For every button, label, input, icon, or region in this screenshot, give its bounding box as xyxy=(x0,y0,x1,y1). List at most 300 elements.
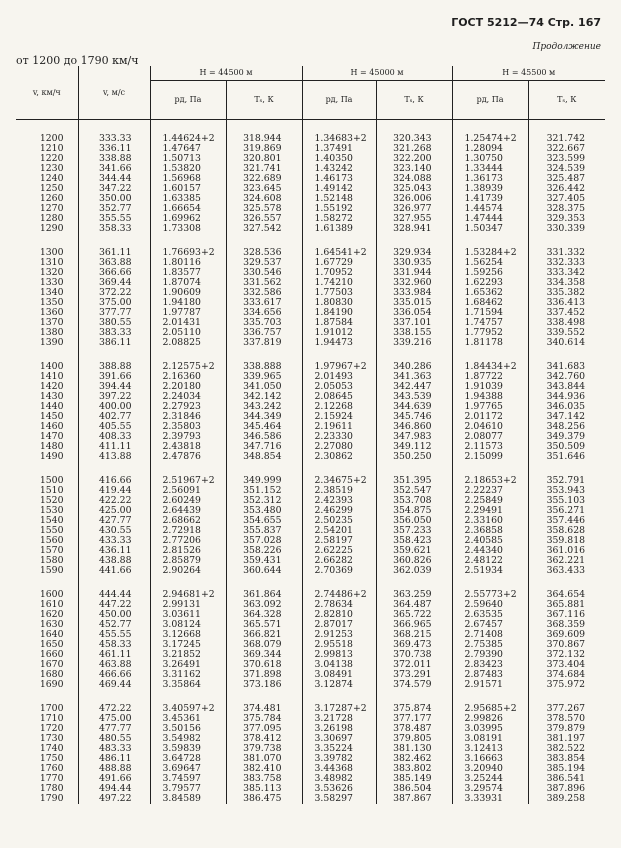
cell-pressure: 2.78634 xyxy=(302,600,376,610)
cell-v-kmh: 1410 xyxy=(39,371,64,382)
cell-pressure: 1.38939 xyxy=(452,184,528,194)
cell-temperature: 323.645 xyxy=(226,184,302,194)
cell-v-kmh: 1620 xyxy=(39,609,64,620)
cell-temperature: 381.130 xyxy=(376,744,452,754)
cell-pressure: 2.83423 xyxy=(452,660,528,670)
cell-v-kmh: 1420 xyxy=(39,381,64,392)
cell-pressure: 2.08645 xyxy=(302,392,376,402)
cell-pressure: 1.44574 xyxy=(452,204,528,214)
cell-pressure: 2.24034 xyxy=(150,392,226,402)
cell-v-kmh: 1610 xyxy=(39,599,64,610)
cell-pressure: 1.28094 xyxy=(452,144,528,154)
cell-pressure: 3.64728 xyxy=(150,754,226,764)
cell-v-ms: 363.88 xyxy=(78,258,150,268)
gap-cell xyxy=(302,120,376,135)
cell-temperature: 369.609 xyxy=(528,630,605,640)
cell-pressure: 2.42393 xyxy=(302,496,376,506)
cell-v-ms: 352.77 xyxy=(78,204,150,214)
cell-pressure: 2.23330 xyxy=(302,432,376,442)
cell-temperature: 377.267 xyxy=(528,704,605,714)
cell-v-kmh: 1360 xyxy=(39,307,64,318)
cell-temperature: 360.644 xyxy=(226,566,302,576)
cell-temperature: 353.943 xyxy=(528,486,605,496)
cell-pressure: 3.16663 xyxy=(452,754,528,764)
cell-temperature: 386.504 xyxy=(376,784,452,794)
cell-v-kmh: 1720 xyxy=(39,723,64,734)
cell-pressure: 3.35864 xyxy=(150,680,226,690)
cell-temperature: 326.006 xyxy=(376,194,452,204)
cell-temperature: 385.113 xyxy=(226,784,302,794)
cell-v-ms: 491.66 xyxy=(78,774,150,784)
cell-temperature: 334.656 xyxy=(226,308,302,318)
cell-pressure: 2.79390 xyxy=(452,650,528,660)
cell-pressure: 2.95518 xyxy=(302,640,376,650)
cell-temperature: 330.339 xyxy=(528,224,605,234)
cell-pressure: 2.95685+2 xyxy=(452,704,528,714)
cell-temperature: 350.250 xyxy=(376,452,452,462)
cell-v-kmh: 1200 xyxy=(39,133,64,144)
cell-temperature: 345.464 xyxy=(226,422,302,432)
cell-v-kmh: 1310 xyxy=(39,257,64,268)
cell-v-kmh: 1780 xyxy=(39,783,64,794)
cell-pressure: 3.79577 xyxy=(150,784,226,794)
cell-temperature: 338.155 xyxy=(376,328,452,338)
cell-pressure: 2.60249 xyxy=(150,496,226,506)
cell-pressure: 2.18653+2 xyxy=(452,476,528,486)
cell-pressure: 1.61389 xyxy=(302,224,376,234)
cell-temperature: 319.869 xyxy=(226,144,302,154)
cell-v-kmh: 1680 xyxy=(39,669,64,680)
cell-temperature: 332.960 xyxy=(376,278,452,288)
gap-cell xyxy=(150,120,226,135)
cell-v-kmh: 1670 xyxy=(39,659,64,670)
cell-temperature: 325.487 xyxy=(528,174,605,184)
cell-temperature: 383.758 xyxy=(226,774,302,784)
cell-v-ms: 372.22 xyxy=(78,288,150,298)
cell-pressure: 3.08191 xyxy=(452,734,528,744)
cell-pressure: 2.51934 xyxy=(452,566,528,576)
cell-pressure: 2.94681+2 xyxy=(150,590,226,600)
cell-temperature: 329.934 xyxy=(376,248,452,258)
cell-v-ms: 391.66 xyxy=(78,372,150,382)
cell-v-kmh: 1520 xyxy=(39,495,64,506)
cell-v-ms: 425.00 xyxy=(78,506,150,516)
cell-temperature: 368.079 xyxy=(226,640,302,650)
cell-temperature: 325.578 xyxy=(226,204,302,214)
cell-temperature: 370.738 xyxy=(376,650,452,660)
block-gap xyxy=(16,690,605,704)
cell-v-kmh: 1650 xyxy=(39,639,64,650)
cell-temperature: 361.864 xyxy=(226,590,302,600)
cell-v-ms: 347.22 xyxy=(78,184,150,194)
cell-temperature: 340.286 xyxy=(376,362,452,372)
gap-cell xyxy=(150,576,226,590)
cell-temperature: 369.344 xyxy=(226,650,302,660)
cell-pressure: 3.21728 xyxy=(302,714,376,724)
cell-pressure: 2.91571 xyxy=(452,680,528,690)
cell-pressure: 2.99826 xyxy=(452,714,528,724)
cell-pressure: 1.97765 xyxy=(452,402,528,412)
atmosphere-table xyxy=(16,66,605,804)
cell-temperature: 333.617 xyxy=(226,298,302,308)
cell-temperature: 337.101 xyxy=(376,318,452,328)
cell-temperature: 374.481 xyxy=(226,704,302,714)
cell-pressure: 1.66654 xyxy=(150,204,226,214)
group-header-45500: H = 45500 м xyxy=(452,66,605,81)
cell-pressure: 1.58272 xyxy=(302,214,376,224)
cell-temperature: 335.703 xyxy=(226,318,302,328)
cell-pressure: 2.99131 xyxy=(150,600,226,610)
cell-pressure: 3.08491 xyxy=(302,670,376,680)
cell-pressure: 1.47444 xyxy=(452,214,528,224)
gap-cell xyxy=(452,462,528,476)
cell-temperature: 365.722 xyxy=(376,610,452,620)
cell-pressure: 2.85879 xyxy=(150,556,226,566)
cell-pressure: 2.30862 xyxy=(302,452,376,462)
cell-pressure: 2.40585 xyxy=(452,536,528,546)
gap-cell xyxy=(452,690,528,704)
cell-temperature: 386.541 xyxy=(528,774,605,784)
cell-temperature: 375.972 xyxy=(528,680,605,690)
cell-temperature: 359.621 xyxy=(376,546,452,556)
cell-pressure: 2.12268 xyxy=(302,402,376,412)
cell-pressure: 2.39793 xyxy=(150,432,226,442)
cell-v-ms: 416.66 xyxy=(78,476,150,486)
gap-cell xyxy=(78,462,150,476)
cell-v-ms: 361.11 xyxy=(78,248,150,258)
cell-pressure: 3.54982 xyxy=(150,734,226,744)
cell-pressure: 3.59839 xyxy=(150,744,226,754)
cell-temperature: 383.802 xyxy=(376,764,452,774)
cell-temperature: 360.826 xyxy=(376,556,452,566)
cell-temperature: 337.452 xyxy=(528,308,605,318)
gap-cell xyxy=(376,576,452,590)
cell-v-ms: 411.11 xyxy=(78,442,150,452)
cell-pressure: 2.90264 xyxy=(150,566,226,576)
cell-pressure: 2.87483 xyxy=(452,670,528,680)
cell-pressure: 3.26491 xyxy=(150,660,226,670)
cell-temperature: 336.757 xyxy=(226,328,302,338)
cell-pressure: 2.08077 xyxy=(452,432,528,442)
table-row xyxy=(16,224,605,234)
cell-temperature: 345.746 xyxy=(376,412,452,422)
cell-pressure: 2.22237 xyxy=(452,486,528,496)
cell-pressure: 2.66282 xyxy=(302,556,376,566)
col-header-pressure: pд, Па xyxy=(452,81,528,120)
cell-pressure: 2.38519 xyxy=(302,486,376,496)
cell-temperature: 320.801 xyxy=(226,154,302,164)
cell-pressure: 1.84190 xyxy=(302,308,376,318)
cell-temperature: 353.480 xyxy=(226,506,302,516)
cell-temperature: 326.442 xyxy=(528,184,605,194)
cell-v-kmh: 1210 xyxy=(39,143,64,154)
cell-temperature: 367.116 xyxy=(528,610,605,620)
group-header-45000: H = 45000 м xyxy=(302,66,452,81)
cell-temperature: 374.579 xyxy=(376,680,452,690)
cell-temperature: 349.112 xyxy=(376,442,452,452)
cell-temperature: 341.363 xyxy=(376,372,452,382)
cell-v-ms: 402.77 xyxy=(78,412,150,422)
cell-temperature: 328.536 xyxy=(226,248,302,258)
cell-v-ms: 497.22 xyxy=(78,794,150,804)
cell-temperature: 321.268 xyxy=(376,144,452,154)
cell-pressure: 2.68662 xyxy=(150,516,226,526)
cell-temperature: 344.936 xyxy=(528,392,605,402)
gap-cell xyxy=(302,690,376,704)
cell-v-ms: 441.66 xyxy=(78,566,150,576)
cell-temperature: 374.684 xyxy=(528,670,605,680)
cell-pressure: 1.74210 xyxy=(302,278,376,288)
cell-temperature: 372.011 xyxy=(376,660,452,670)
cell-v-ms: 458.33 xyxy=(78,640,150,650)
cell-temperature: 381.197 xyxy=(528,734,605,744)
cell-temperature: 346.586 xyxy=(226,432,302,442)
cell-temperature: 362.221 xyxy=(528,556,605,566)
cell-v-kmh: 1300 xyxy=(39,247,64,258)
cell-temperature: 342.142 xyxy=(226,392,302,402)
cell-pressure: 3.12413 xyxy=(452,744,528,754)
gap-cell xyxy=(150,462,226,476)
cell-v-ms: 377.77 xyxy=(78,308,150,318)
cell-pressure: 3.21852 xyxy=(150,650,226,660)
cell-temperature: 344.349 xyxy=(226,412,302,422)
cell-pressure: 1.63385 xyxy=(150,194,226,204)
gap-cell xyxy=(528,462,605,476)
cell-temperature: 371.898 xyxy=(226,670,302,680)
col-header-pressure: pд, Па xyxy=(150,81,226,120)
cell-v-kmh: 1430 xyxy=(39,391,64,402)
cell-temperature: 358.423 xyxy=(376,536,452,546)
cell-pressure: 3.31162 xyxy=(150,670,226,680)
cell-pressure: 2.72918 xyxy=(150,526,226,536)
gap-cell xyxy=(78,690,150,704)
cell-temperature: 379.805 xyxy=(376,734,452,744)
cell-pressure: 3.53626 xyxy=(302,784,376,794)
cell-temperature: 343.844 xyxy=(528,382,605,392)
cell-pressure: 2.91253 xyxy=(302,630,376,640)
cell-v-kmh: 1280 xyxy=(39,213,64,224)
cell-temperature: 352.791 xyxy=(528,476,605,486)
cell-pressure: 3.39782 xyxy=(302,754,376,764)
cell-pressure: 1.77503 xyxy=(302,288,376,298)
speed-range-title: от 1200 до 1790 км/ч xyxy=(16,54,139,67)
cell-temperature: 359.818 xyxy=(528,536,605,546)
cell-temperature: 339.965 xyxy=(226,372,302,382)
cell-v-kmh: 1490 xyxy=(39,451,64,462)
cell-pressure: 1.52148 xyxy=(302,194,376,204)
cell-pressure: 1.55192 xyxy=(302,204,376,214)
cell-temperature: 321.742 xyxy=(528,134,605,144)
cell-pressure: 3.29574 xyxy=(452,784,528,794)
cell-pressure: 1.56254 xyxy=(452,258,528,268)
cell-v-kmh: 1530 xyxy=(39,505,64,516)
cell-pressure: 2.08825 xyxy=(150,338,226,348)
cell-v-kmh: 1240 xyxy=(39,173,64,184)
cell-temperature: 357.233 xyxy=(376,526,452,536)
table-row xyxy=(16,338,605,348)
cell-pressure: 1.40350 xyxy=(302,154,376,164)
gap-cell xyxy=(226,690,302,704)
block-gap xyxy=(16,576,605,590)
cell-v-kmh: 1290 xyxy=(39,223,64,234)
cell-temperature: 351.152 xyxy=(226,486,302,496)
cell-temperature: 343.242 xyxy=(226,402,302,412)
cell-temperature: 321.741 xyxy=(226,164,302,174)
cell-pressure: 3.03995 xyxy=(452,724,528,734)
cell-pressure: 1.94180 xyxy=(150,298,226,308)
cell-pressure: 3.17245 xyxy=(150,640,226,650)
cell-pressure: 1.47647 xyxy=(150,144,226,154)
cell-v-ms: 477.77 xyxy=(78,724,150,734)
cell-v-kmh: 1450 xyxy=(39,411,64,422)
cell-pressure: 1.53820 xyxy=(150,164,226,174)
cell-temperature: 333.342 xyxy=(528,268,605,278)
cell-v-kmh: 1750 xyxy=(39,753,64,764)
cell-pressure: 1.46173 xyxy=(302,174,376,184)
cell-temperature: 349.999 xyxy=(226,476,302,486)
cell-temperature: 349.379 xyxy=(528,432,605,442)
gap-cell xyxy=(376,120,452,135)
gap-cell xyxy=(226,462,302,476)
cell-temperature: 335.015 xyxy=(376,298,452,308)
cell-pressure: 2.63535 xyxy=(452,610,528,620)
cell-pressure: 2.44340 xyxy=(452,546,528,556)
cell-v-kmh: 1770 xyxy=(39,773,64,784)
cell-v-ms: 355.55 xyxy=(78,214,150,224)
cell-pressure: 1.37491 xyxy=(302,144,376,154)
cell-pressure: 3.17287+2 xyxy=(302,704,376,714)
cell-temperature: 352.312 xyxy=(226,496,302,506)
cell-pressure: 1.80116 xyxy=(150,258,226,268)
cell-v-ms: 369.44 xyxy=(78,278,150,288)
cell-temperature: 341.050 xyxy=(226,382,302,392)
cell-pressure: 3.35224 xyxy=(302,744,376,754)
cell-v-kmh: 1480 xyxy=(39,441,64,452)
cell-temperature: 328.375 xyxy=(528,204,605,214)
cell-temperature: 335.382 xyxy=(528,288,605,298)
block-gap xyxy=(16,348,605,362)
cell-temperature: 331.562 xyxy=(226,278,302,288)
cell-temperature: 379.738 xyxy=(226,744,302,754)
cell-temperature: 373.291 xyxy=(376,670,452,680)
cell-v-ms: 436.11 xyxy=(78,546,150,556)
table-row xyxy=(16,794,605,804)
cell-v-ms: 450.00 xyxy=(78,610,150,620)
gap-cell xyxy=(16,576,78,590)
cell-temperature: 325.043 xyxy=(376,184,452,194)
gap-cell xyxy=(528,348,605,362)
cell-pressure: 2.27080 xyxy=(302,442,376,452)
cell-v-kmh: 1270 xyxy=(39,203,64,214)
cell-temperature: 373.186 xyxy=(226,680,302,690)
cell-pressure: 3.03611 xyxy=(150,610,226,620)
cell-temperature: 370.618 xyxy=(226,660,302,670)
cell-temperature: 347.716 xyxy=(226,442,302,452)
cell-v-kmh: 1340 xyxy=(39,287,64,298)
block-gap xyxy=(16,234,605,248)
gap-cell xyxy=(78,120,150,135)
cell-pressure: 1.91039 xyxy=(452,382,528,392)
cell-v-ms: 469.44 xyxy=(78,680,150,690)
cell-v-ms: 483.33 xyxy=(78,744,150,754)
cell-pressure: 2.31846 xyxy=(150,412,226,422)
cell-pressure: 2.05110 xyxy=(150,328,226,338)
gap-cell xyxy=(150,234,226,248)
cell-temperature: 332.586 xyxy=(226,288,302,298)
cell-v-kmh: 1250 xyxy=(39,183,64,194)
gap-cell xyxy=(528,576,605,590)
cell-v-kmh: 1380 xyxy=(39,327,64,338)
cell-v-kmh: 1730 xyxy=(39,733,64,744)
cell-v-kmh: 1230 xyxy=(39,163,64,174)
cell-v-kmh: 1700 xyxy=(39,703,64,714)
cell-temperature: 365.571 xyxy=(226,620,302,630)
gap-cell xyxy=(78,234,150,248)
gap-cell xyxy=(528,234,605,248)
gap-cell xyxy=(226,576,302,590)
cell-pressure: 3.44368 xyxy=(302,764,376,774)
cell-pressure: 3.12668 xyxy=(150,630,226,640)
cell-temperature: 343.539 xyxy=(376,392,452,402)
cell-v-ms: 386.11 xyxy=(78,338,150,348)
cell-v-ms: 461.11 xyxy=(78,650,150,660)
cell-v-ms: 422.22 xyxy=(78,496,150,506)
gap-cell xyxy=(528,690,605,704)
cell-pressure: 2.15099 xyxy=(452,452,528,462)
cell-pressure: 2.05053 xyxy=(302,382,376,392)
cell-pressure: 3.69647 xyxy=(150,764,226,774)
cell-temperature: 326.977 xyxy=(376,204,452,214)
cell-pressure: 1.34683+2 xyxy=(302,134,376,144)
cell-v-ms: 341.66 xyxy=(78,164,150,174)
cell-v-ms: 408.33 xyxy=(78,432,150,442)
cell-temperature: 359.431 xyxy=(226,556,302,566)
cell-v-ms: 438.88 xyxy=(78,556,150,566)
cell-temperature: 378.570 xyxy=(528,714,605,724)
cell-pressure: 2.11573 xyxy=(452,442,528,452)
cell-temperature: 330.935 xyxy=(376,258,452,268)
cell-pressure: 2.36858 xyxy=(452,526,528,536)
cell-pressure: 3.04138 xyxy=(302,660,376,670)
cell-temperature: 322.200 xyxy=(376,154,452,164)
cell-temperature: 379.879 xyxy=(528,724,605,734)
cell-temperature: 347.983 xyxy=(376,432,452,442)
cell-pressure: 1.41739 xyxy=(452,194,528,204)
cell-pressure: 2.54201 xyxy=(302,526,376,536)
cell-pressure: 2.64439 xyxy=(150,506,226,516)
cell-temperature: 336.054 xyxy=(376,308,452,318)
group-header-44500: H = 44500 м xyxy=(150,66,302,81)
cell-temperature: 356.050 xyxy=(376,516,452,526)
cell-pressure: 2.58197 xyxy=(302,536,376,546)
cell-pressure: 3.33931 xyxy=(452,794,528,804)
gap-cell xyxy=(376,234,452,248)
cell-v-kmh: 1470 xyxy=(39,431,64,442)
cell-pressure: 3.25244 xyxy=(452,774,528,784)
cell-pressure: 2.59640 xyxy=(452,600,528,610)
col-header-temperature: Tₛ, К xyxy=(528,81,605,120)
cell-pressure: 3.58297 xyxy=(302,794,376,804)
cell-pressure: 1.97787 xyxy=(150,308,226,318)
cell-temperature: 354.875 xyxy=(376,506,452,516)
cell-pressure: 2.67457 xyxy=(452,620,528,630)
gap-cell xyxy=(452,120,528,135)
cell-temperature: 368.215 xyxy=(376,630,452,640)
cell-v-ms: 366.66 xyxy=(78,268,150,278)
cell-temperature: 351.646 xyxy=(528,452,605,462)
cell-temperature: 331.944 xyxy=(376,268,452,278)
cell-v-kmh: 1580 xyxy=(39,555,64,566)
